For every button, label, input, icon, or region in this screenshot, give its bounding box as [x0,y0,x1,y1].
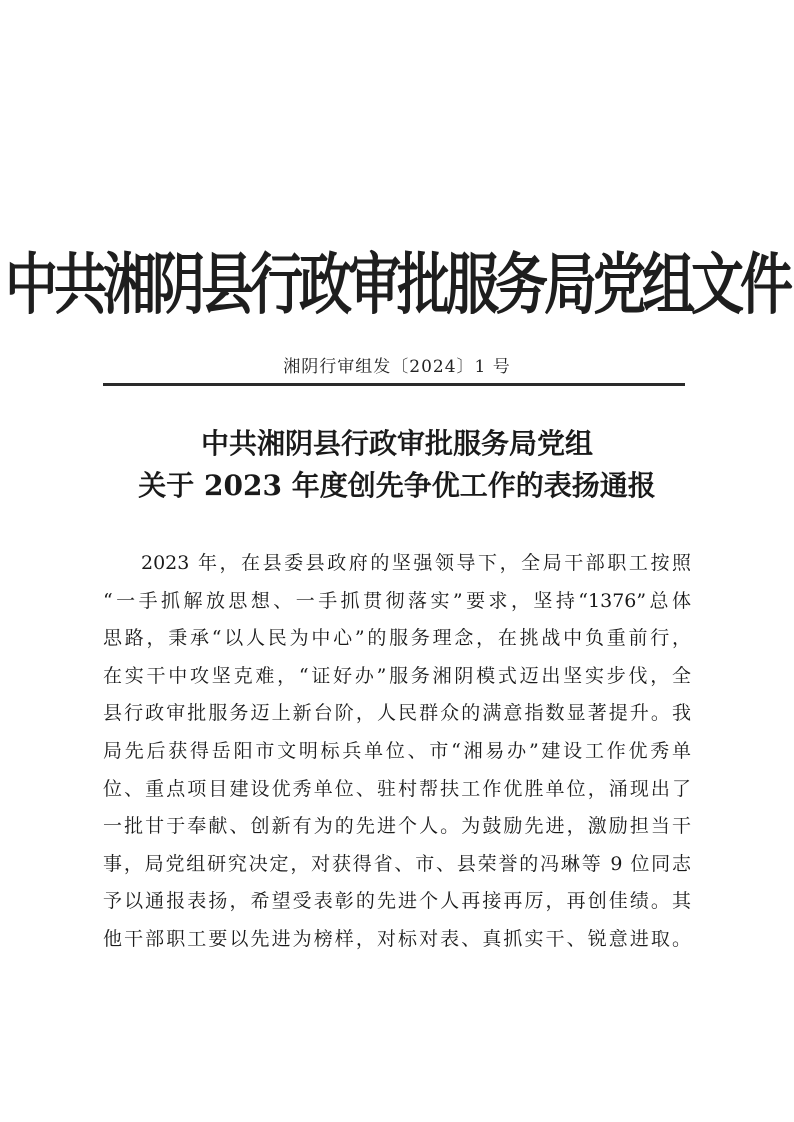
body-line: 事，局党组研究决定，对获得省、市、县荣誉的冯琳等 9 位同志 [103,852,691,875]
document-number: 湘阴行审组发〔2024〕1 号 [283,357,511,377]
body-line: 局先后获得岳阳市文明标兵单位、市“湘易办”建设工作优秀单 [103,739,691,762]
body-line: 在实干中攻坚克难，“证好办”服务湘阴模式迈出坚实步伐，全 [103,664,691,687]
body-line: “一手抓解放思想、一手抓贯彻落实”要求，坚持“1376”总体 [103,589,691,612]
body-line: 一批甘于奉献、创新有为的先进个人。为鼓励先进，激励担当干 [103,815,691,838]
body-paragraph [103,545,691,959]
body-line: 他干部职工要以先进为榜样，对标对表、真抓实干、锐意进取。 [103,927,691,950]
body-line: 思路，秉承“以人民为中心”的服务理念，在挑战中负重前行， [103,627,691,650]
body-line: 位、重点项目建设优秀单位、驻村帮扶工作优胜单位，涌现出了 [103,777,691,800]
issuer-heading: 中共湘阴县行政审批服务局党组文件 [5,247,789,324]
body-line: 予以通报表扬，希望受表彰的先进个人再接再厉，再创佳绩。其 [103,890,691,913]
notice-title [0,423,794,507]
notice-title-line-1: 中共湘阴县行政审批服务局党组 [200,427,593,460]
header-separator-line [103,383,685,386]
notice-title-line-2: 关于 2023 年度创先争优工作的表扬通报 [138,469,656,502]
body-line: 2023 年，在县委县政府的坚强领导下，全局干部职工按照 [141,552,691,574]
body-line: 县行政审批服务迈上新台阶，人民群众的满意指数显著提升。我 [103,702,691,725]
